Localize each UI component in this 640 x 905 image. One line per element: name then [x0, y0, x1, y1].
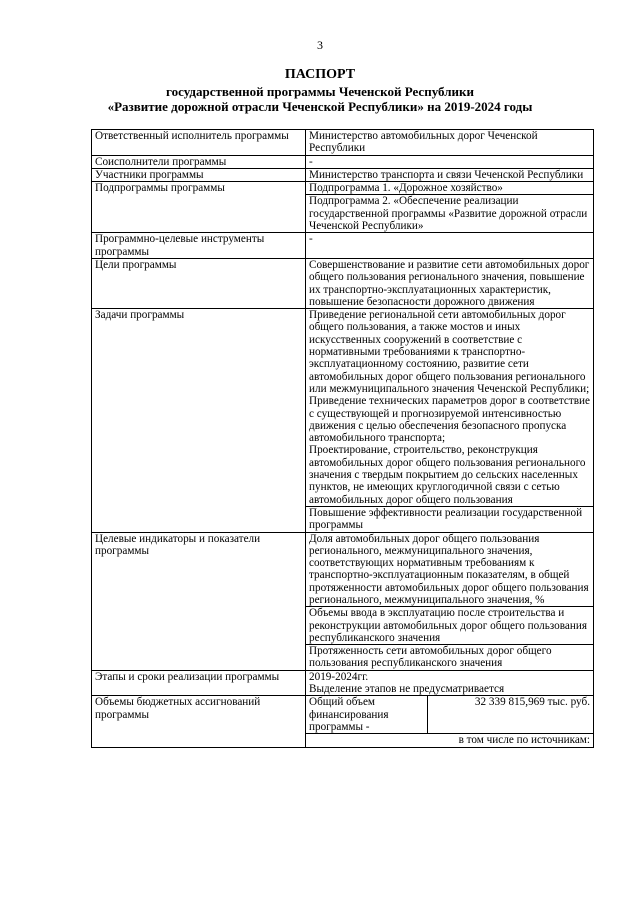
subprogram-2: Подпрограмма 2. «Обеспечение реализации государственной программы «Развитие дорожной отрасли Чеченской Республики» [306, 195, 594, 233]
row-value-budget [306, 696, 594, 747]
table-row [92, 670, 594, 696]
table-row [92, 130, 594, 156]
table-row [92, 696, 594, 747]
row-label-budget: Объемы бюджетных ассигнований программы [92, 696, 306, 747]
row-value-stages [306, 670, 594, 696]
passport-table [91, 129, 594, 748]
table-row [92, 258, 594, 308]
indicator-1: Доля автомобильных дорог общего пользования регионального, межмуниципального значения, соответствующих нормативным требованиям к транспортно-эксплуатационным показателям, в общей протяженности автомобильных дорог общего пользования регионального, межмуниципального значения, % [306, 532, 594, 607]
row-label-instruments: Программно-целевые инструменты программы [92, 233, 306, 259]
row-value-goals: Совершенствование и развитие сети автомобильных дорог общего пользования регионального значения, повышение их транспортно-эксплуатационных характеристик, повышение безопасности дорожного движения [306, 258, 594, 308]
stages-period: 2019-2024гг. [309, 670, 369, 683]
budget-subtable [306, 696, 593, 746]
row-label-subprograms: Подпрограммы программы [92, 182, 306, 233]
task-1: Приведение региональной сети автомобильных дорог общего пользования, а также мостов и иных искусственных сооружений в соответствие с нормативными требованиями к транспортно-эксплуатационному состоянию, развитие сети автомобильных дорог общего пользования регионального или межмуниципального значения Чеченской Республики; [309, 309, 590, 395]
row-value-coexecutors: - [306, 155, 594, 168]
row-label-participants: Участники программы [92, 168, 306, 181]
document-title: ПАСПОРТ [284, 67, 356, 82]
budget-sources: в том числе по источникам: [306, 734, 593, 747]
page-number: 3 [317, 38, 323, 52]
table-row [92, 233, 594, 259]
task-3: Проектирование, строительство, реконструкция автомобильных дорог общего пользования регионального значения с твердым покрытием до сельских населенных пунктов, не имеющих круглогодичной связи с сетью автомобильных дорог общего пользования [309, 444, 586, 506]
row-label-stages: Этапы и сроки реализации программы [92, 670, 306, 696]
table-row [306, 696, 593, 733]
row-label-indicators: Целевые индикаторы и показатели программы [92, 532, 306, 670]
row-value-instruments: - [306, 233, 594, 259]
table-row [92, 155, 594, 168]
subprogram-1: Подпрограмма 1. «Дорожное хозяйство» [306, 182, 594, 195]
table-row [306, 734, 593, 747]
row-label-tasks: Задачи программы [92, 309, 306, 532]
row-label-goals: Цели программы [92, 258, 306, 308]
indicator-2: Объемы ввода в эксплуатацию после строительства и реконструкции автомобильных дорог общего пользования республиканского значения [306, 607, 594, 645]
task-4: Повышение эффективности реализации государственной программы [306, 506, 594, 532]
indicator-3: Протяженность сети автомобильных дорог общего пользования республиканского значения [306, 645, 594, 671]
row-value-participants: Министерство транспорта и связи Чеченской Республики [306, 168, 594, 181]
budget-total-value: 32 339 815,969 тыс. руб. [428, 696, 594, 733]
table-row [92, 182, 594, 195]
table-row [92, 532, 594, 607]
stages-note: Выделение этапов не предусматривается [309, 683, 505, 696]
document-subtitle: государственной программы Чеченской Республики [166, 84, 474, 99]
row-value-tasks [306, 309, 594, 507]
table-row [92, 309, 594, 507]
row-label-coexecutors: Соисполнители программы [92, 155, 306, 168]
task-2: Приведение технических параметров дорог в соответствие с существующей и прогнозируемой интенсивностью движения с целью обеспечения безопасного пропуска автомобильного транспорта; [309, 395, 590, 445]
row-value-responsible: Министерство автомобильных дорог Чеченской Республики [306, 130, 594, 156]
budget-total-label: Общий объем финансирования программы - [306, 696, 428, 733]
program-name: «Развитие дорожной отрасли Чеченской Республики» на 2019-2024 годы [107, 99, 533, 114]
table-row [92, 168, 594, 181]
row-label-responsible: Ответственный исполнитель программы [92, 130, 306, 156]
